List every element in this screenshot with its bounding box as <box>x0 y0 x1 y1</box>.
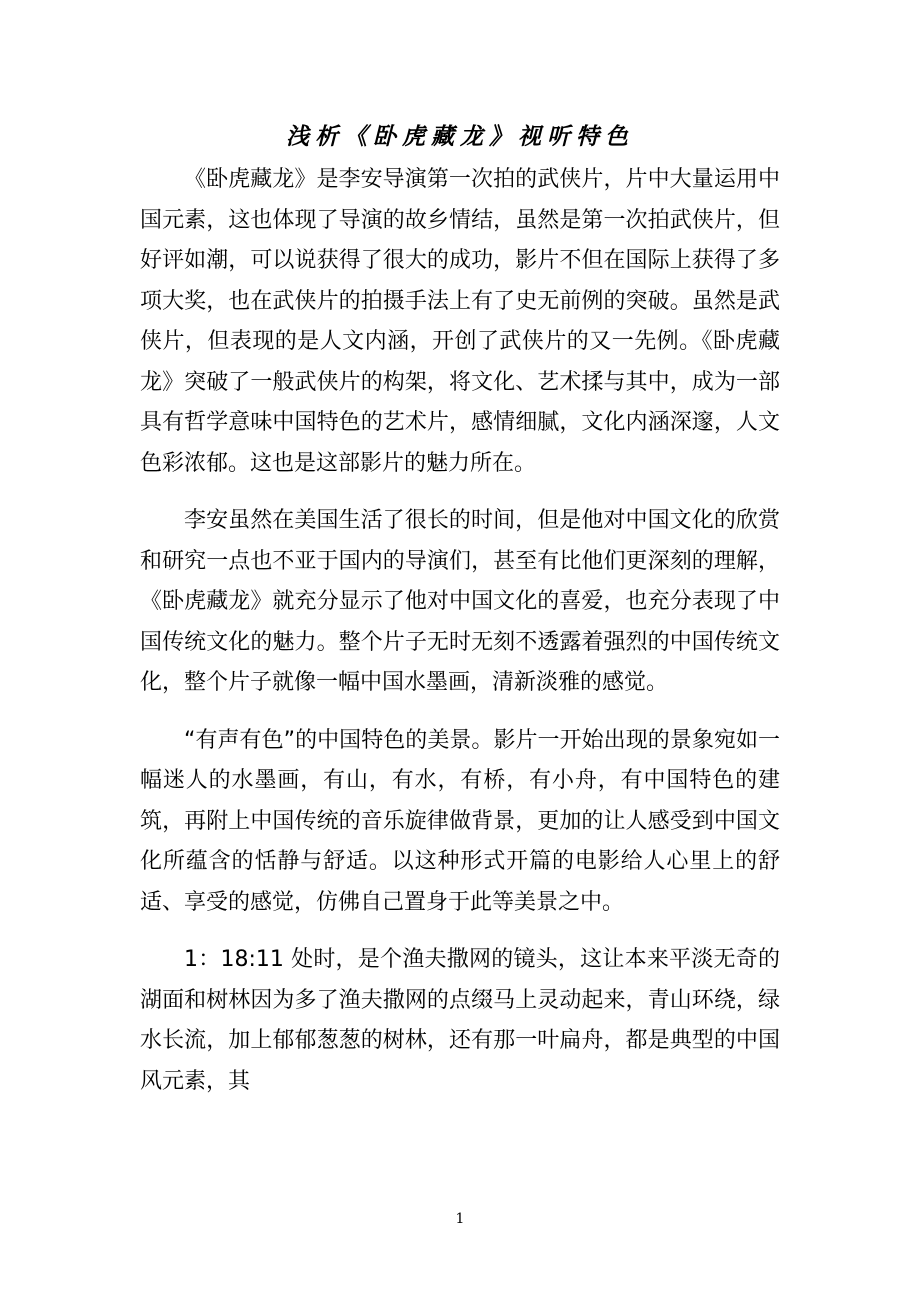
paragraph: “有声有色”的中国特色的美景。影片一开始出现的景象宛如一幅迷人的水墨画，有山，有水，有桥，有小舟，有中国特色的建筑，再附上中国传统的音乐旋律做背景，更加的让人感受到中国文化所蕴含的恬静与舒适。以这种形式开篇的电影给人心里上的舒适、享受的感觉，仿佛自己置身于此等美景之中。 <box>140 727 780 915</box>
page-number: 1 <box>455 1211 465 1227</box>
paragraph: 1：18:11 处时，是个渔夫撒网的镜头，这让本来平淡无奇的湖面和树林因为多了渔夫撒网的点缀马上灵动起来，青山环绕，绿水长流，加上郁郁葱葱的树林，还有那一叶扁舟，都是典型的中国风元素，其 <box>140 947 780 1094</box>
document-body <box>140 160 780 1102</box>
paragraph: 李安虽然在美国生活了很长的时间，但是他对中国文化的欣赏和研究一点也不亚于国内的导演们，甚至有比他们更深刻的理解，《卧虎藏龙》就充分显示了他对中国文化的喜爱，也充分表现了中国传统文化的魅力。整个片子无时无刻不透露着强烈的中国传统文化，整个片子就像一幅中国水墨画，清新淡雅的感觉。 <box>140 508 780 695</box>
paragraph: 《卧虎藏龙》是李安导演第一次拍的武侠片，片中大量运用中国元素，这也体现了导演的故乡情结，虽然是第一次拍武侠片，但好评如潮，可以说获得了很大的成功，影片不但在国际上获得了多项大奖，也在武侠片的拍摄手法上有了史无前例的突破。虽然是武侠片，但表现的是人文内涵，开创了武侠片的又一先例。《卧虎藏龙》突破了一般武侠片的构架，将文化、艺术揉与其中，成为一部具有哲学意味中国特色的艺术片，感情细腻，文化内涵深邃，人文色彩浓郁。这也是这部影片的魅力所在。 <box>140 167 780 476</box>
document-title: 浅析《卧虎藏龙》视听特色 <box>286 123 634 150</box>
